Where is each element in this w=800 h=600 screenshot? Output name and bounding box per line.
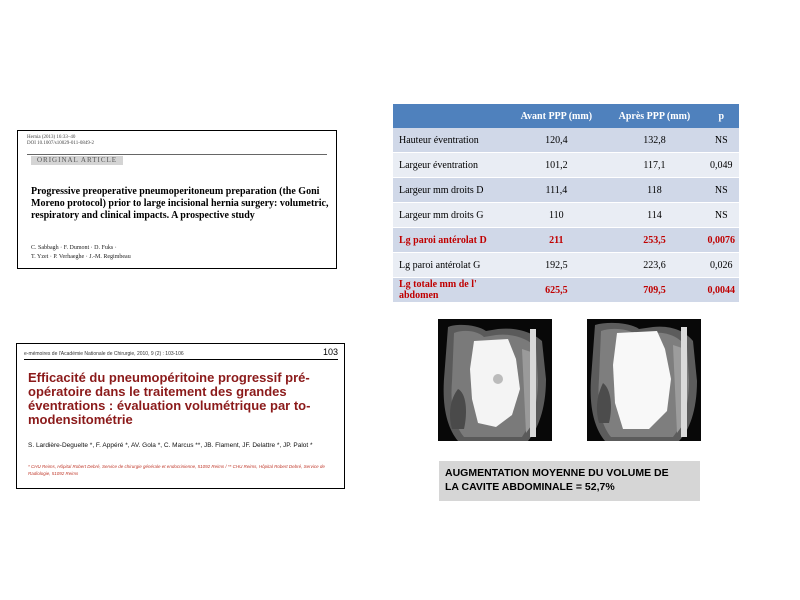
article-title: Progressive preoperative pneumoperitoneum preparation (the Goni Moreno protocol) prior to large incisional hernia surgery: volumetric, respiratory and clinical impacts. A prospective study	[31, 186, 329, 221]
result-line-1: AUGMENTATION MOYENNE DU VOLUME DE	[445, 467, 669, 479]
row-after: 253,5	[605, 228, 703, 253]
row-label: Hauteur éventration	[393, 128, 507, 153]
journal-reference: Hernia (2013) 16:33–40	[27, 135, 76, 140]
table-header-row	[393, 104, 739, 128]
row-after: 117,1	[605, 153, 703, 178]
row-after: 132,8	[605, 128, 703, 153]
row-label: Lg totale mm de l' abdomen	[393, 278, 507, 303]
table-row	[393, 153, 739, 178]
row-after: 118	[605, 178, 703, 203]
row-before: 101,2	[507, 153, 605, 178]
page-number: 103	[322, 347, 338, 357]
journal-reference: e-mémoires de l'Académie Nationale de Chirurgie, 2010, 9 (2) : 103-106	[24, 351, 184, 357]
volume-increase-result	[439, 461, 700, 501]
table-header-after: Après PPP (mm)	[605, 104, 703, 128]
row-after: 114	[605, 203, 703, 228]
table-row	[393, 253, 739, 278]
table-row	[393, 128, 739, 153]
row-before: 111,4	[507, 178, 605, 203]
row-p: NS	[704, 128, 740, 153]
row-label: Lg paroi antérolat D	[393, 228, 507, 253]
ct-scan-before	[438, 319, 552, 441]
article-authors-line-1: C. Sabbagh · F. Dumont · D. Fuks ·	[31, 245, 117, 251]
divider	[27, 154, 327, 155]
row-before: 625,5	[507, 278, 605, 303]
article-authors-line-2: T. Yzet · P. Verhaeghe · J.-M. Regimbeau	[31, 254, 131, 260]
measurements-table	[393, 104, 739, 302]
row-p: 0,0044	[704, 278, 740, 303]
row-p: 0,0076	[704, 228, 740, 253]
table-row	[393, 203, 739, 228]
table-header-p: p	[704, 104, 740, 128]
row-p: 0,026	[704, 253, 740, 278]
doi-reference: DOI 10.1007/s10029-011-0849-2	[27, 141, 95, 146]
table-row	[393, 178, 739, 203]
article-type-badge: ORIGINAL ARTICLE	[31, 156, 123, 165]
table-row-highlighted	[393, 228, 739, 253]
row-before: 192,5	[507, 253, 605, 278]
ct-scan-after-image	[587, 319, 701, 441]
table-header-before: Avant PPP (mm)	[507, 104, 605, 128]
result-line-2: LA CAVITE ABDOMINALE = 52,7%	[445, 481, 615, 493]
row-p: NS	[704, 178, 740, 203]
emem-article-excerpt	[16, 343, 345, 489]
ct-scan-after	[587, 319, 701, 441]
divider	[24, 359, 338, 360]
row-label: Largeur éventration	[393, 153, 507, 178]
article-affiliation: * CHU Reims, Hôpital Robert Debré, Service de chirurgie générale et endocrinienne, 51092 Reims / ** CHU Reims, Hôpital Robert Debré, Service de Radiologie, 51092 Reims	[28, 464, 325, 476]
row-p: 0,049	[704, 153, 740, 178]
row-label: Lg paroi antérolat G	[393, 253, 507, 278]
row-after: 223,6	[605, 253, 703, 278]
table-header-label	[393, 104, 507, 128]
row-before: 110	[507, 203, 605, 228]
article-authors: S. Lardière-Deguelte *, F. Appéré *, AV. Gola *, C. Marcus **, JB. Flament, JF. Delattre *, JP. Palot *	[28, 442, 313, 449]
row-label: Largeur mm droits G	[393, 203, 507, 228]
hernia-article-excerpt	[17, 130, 337, 269]
row-p: NS	[704, 203, 740, 228]
row-label: Largeur mm droits D	[393, 178, 507, 203]
article-title: Efficacité du pneumopéritoine progressif pré-opératoire dans le traitement des grandes éventrations : évaluation volumétrique par to-modensitométrie	[28, 370, 311, 427]
ct-scan-before-image	[438, 319, 552, 441]
table-row-highlighted	[393, 278, 739, 303]
row-after: 709,5	[605, 278, 703, 303]
row-before: 211	[507, 228, 605, 253]
row-before: 120,4	[507, 128, 605, 153]
